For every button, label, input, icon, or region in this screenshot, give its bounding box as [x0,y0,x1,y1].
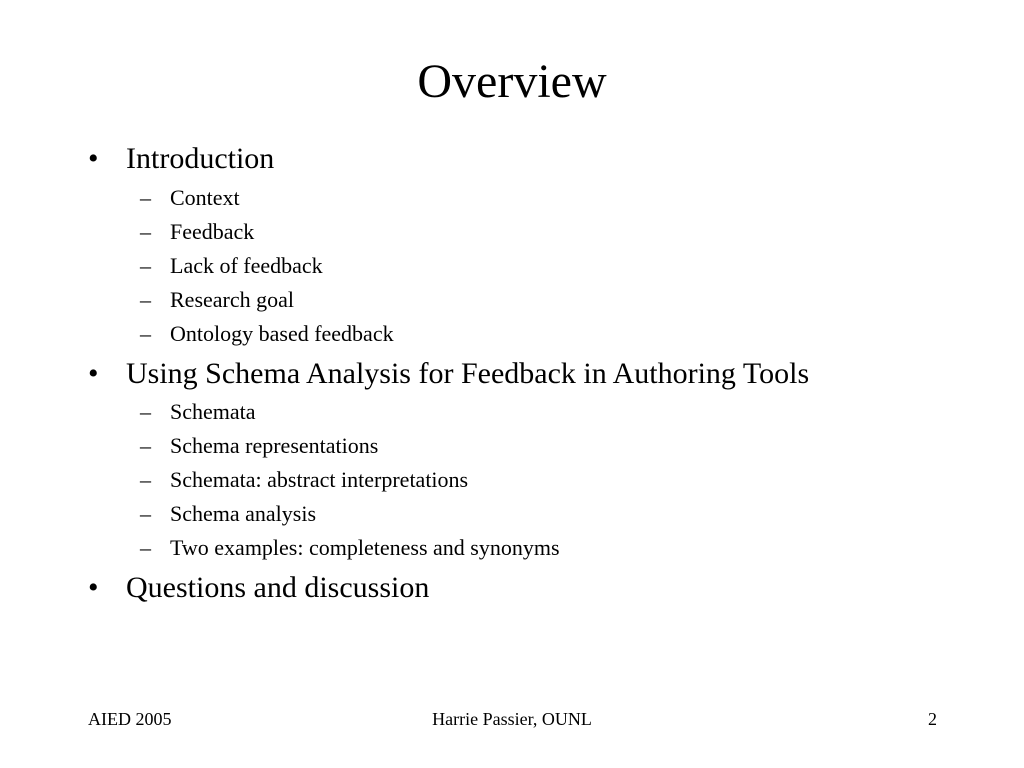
dash-icon: – [140,287,151,312]
sub-item-text: Schema analysis [170,501,317,526]
sub-item-text: Ontology based feedback [170,321,394,346]
dash-icon: – [140,321,151,346]
footer-page-number: 2 [928,709,937,729]
dash-icon: – [140,433,151,458]
dash-icon: – [140,219,151,244]
dash-icon: – [140,501,151,526]
bullet-text: Questions and discussion [126,571,430,604]
sub-item-text: Context [170,185,240,210]
bullet-icon: • [88,571,99,604]
dash-icon: – [140,399,151,424]
sub-item-text: Schema representations [170,433,379,458]
sub-item-text: Research goal [170,287,294,312]
dash-icon: – [140,467,151,492]
footer-conference: AIED 2005 [88,709,172,729]
sub-item-text: Schemata [170,399,256,424]
bullet-icon: • [88,357,99,390]
dash-icon: – [140,535,151,560]
bullet-text: Introduction [126,142,275,175]
sub-item-text: Schemata: abstract interpretations [170,467,469,492]
dash-icon: – [140,185,151,210]
slide-title: Overview [417,55,607,108]
dash-icon: – [140,253,151,278]
bullet-icon: • [88,142,99,175]
sub-item-text: Two examples: completeness and synonyms [170,535,560,560]
footer-author: Harrie Passier, OUNL [432,709,592,729]
sub-item-text: Lack of feedback [170,253,323,278]
sub-item-text: Feedback [170,219,255,244]
bullet-text: Using Schema Analysis for Feedback in Authoring Tools [126,357,810,390]
